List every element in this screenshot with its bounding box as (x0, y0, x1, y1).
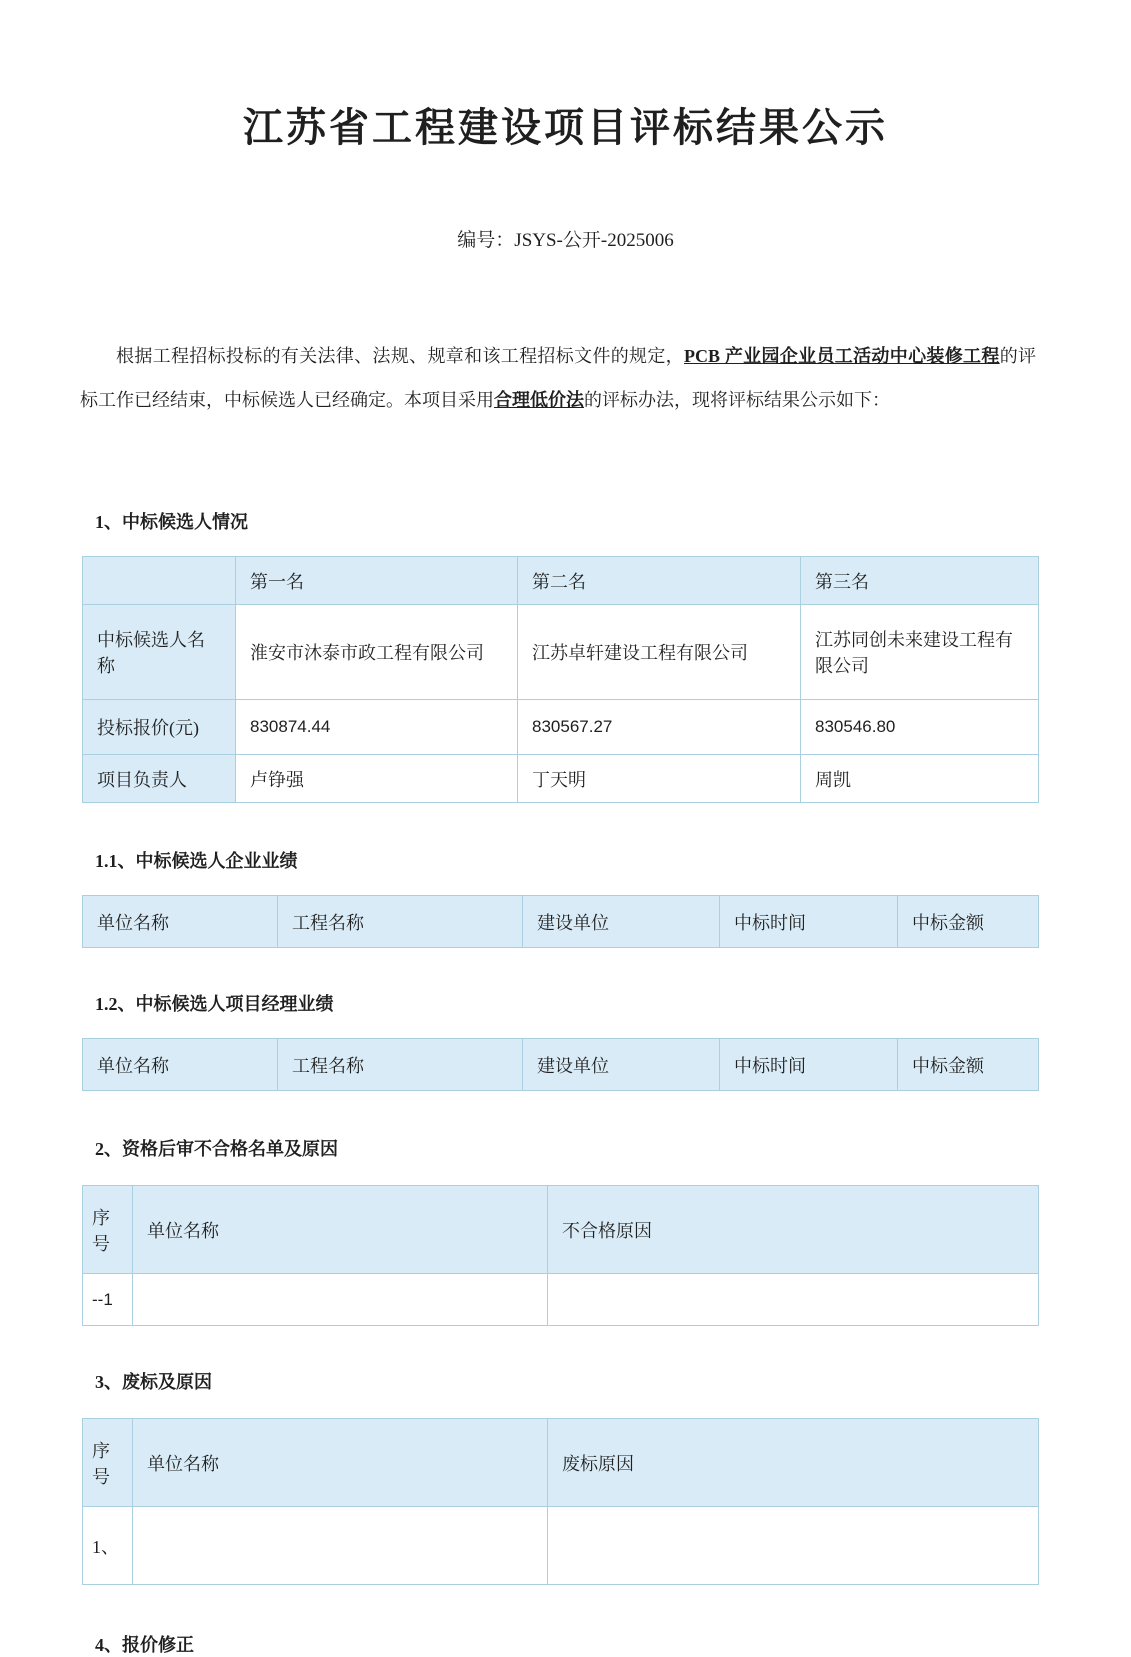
section-2-heading: 2、资格后审不合格名单及原因 (95, 1139, 338, 1159)
col-header-award-time: 中标时间 (720, 1039, 898, 1091)
col-header-award-amount: 中标金额 (898, 896, 1039, 948)
corner-cell (83, 557, 236, 605)
rank-1-header: 第一名 (236, 557, 518, 605)
col-header-unit-name: 单位名称 (83, 1039, 278, 1091)
col-header-unit-name: 单位名称 (133, 1419, 548, 1507)
enterprise-performance-table (82, 895, 1039, 948)
table-header-row (83, 557, 1039, 605)
col-header-construction-unit: 建设单位 (523, 1039, 720, 1091)
page-title: 江苏省工程建设项目评标结果公示 (243, 105, 888, 150)
table-header-row (83, 1039, 1039, 1091)
col-header-project-name: 工程名称 (278, 1039, 523, 1091)
rank-3-header: 第三名 (801, 557, 1039, 605)
col-header-award-amount: 中标金额 (898, 1039, 1039, 1091)
col-header-award-time: 中标时间 (720, 896, 898, 948)
intro-paragraph (80, 334, 1036, 422)
candidate-1-price: 830874.44 (236, 700, 518, 755)
unit-name-cell (133, 1274, 548, 1326)
reason-cell (548, 1274, 1039, 1326)
candidate-1-name: 淮安市沐泰市政工程有限公司 (236, 605, 518, 700)
section-3-heading: 3、废标及原因 (95, 1372, 212, 1392)
table-row (83, 1274, 1039, 1326)
candidate-2-name: 江苏卓轩建设工程有限公司 (518, 605, 801, 700)
section-1-1-heading: 1.1、中标候选人企业业绩 (95, 851, 298, 871)
col-header-unit-name: 单位名称 (83, 896, 278, 948)
col-header-unit-name: 单位名称 (133, 1186, 548, 1274)
intro-text-1: 根据工程招标投标的有关法律、法规、规章和该工程招标文件的规定， (116, 346, 685, 366)
seq-no-cell: --1 (83, 1274, 133, 1326)
unit-name-cell (133, 1507, 548, 1585)
table-header-row (83, 896, 1039, 948)
section-1-heading: 1、中标候选人情况 (95, 512, 248, 532)
candidate-3-manager: 周凯 (801, 755, 1039, 803)
col-header-project-name: 工程名称 (278, 896, 523, 948)
evaluation-method-emphasis: 合理低价法 (494, 390, 584, 410)
row-label-project-manager: 项目负责人 (83, 755, 236, 803)
section-1-2-heading: 1.2、中标候选人项目经理业绩 (95, 994, 334, 1014)
col-header-seq-no: 序号 (83, 1419, 133, 1507)
winning-candidates-table (82, 556, 1039, 803)
table-header-row (83, 1186, 1039, 1274)
row-label-bid-price: 投标报价(元) (83, 700, 236, 755)
candidate-2-price: 830567.27 (518, 700, 801, 755)
reason-cell (548, 1507, 1039, 1585)
intro-text-3: 的评标办法，现将评标结果公示如下： (584, 390, 890, 410)
col-header-unqualified-reason: 不合格原因 (548, 1186, 1039, 1274)
candidate-2-manager: 丁天明 (518, 755, 801, 803)
intro-text-2: 的评标工作已经结束，中标候选人已经确定。本项目采用 (80, 346, 1037, 410)
col-header-rejected-reason: 废标原因 (548, 1419, 1039, 1507)
manager-performance-table (82, 1038, 1039, 1091)
candidate-3-price: 830546.80 (801, 700, 1039, 755)
section-4-heading: 4、报价修正 (95, 1635, 194, 1655)
table-row (83, 755, 1039, 803)
table-row (83, 1507, 1039, 1585)
table-header-row (83, 1419, 1039, 1507)
doc-number: 编号：JSYS-公开-2025006 (457, 230, 674, 251)
rejected-bids-table (82, 1418, 1039, 1585)
seq-no-cell: 1、 (83, 1507, 133, 1585)
table-row (83, 700, 1039, 755)
col-header-construction-unit: 建设单位 (523, 896, 720, 948)
candidate-3-name: 江苏同创未来建设工程有限公司 (801, 605, 1039, 700)
row-label-candidate-name: 中标候选人名称 (83, 605, 236, 700)
table-row (83, 605, 1039, 700)
rank-2-header: 第二名 (518, 557, 801, 605)
unqualified-list-table (82, 1185, 1039, 1326)
project-name-emphasis: PCB 产业园企业员工活动中心装修工程 (684, 346, 1000, 366)
col-header-seq-no: 序号 (83, 1186, 133, 1274)
candidate-1-manager: 卢铮强 (236, 755, 518, 803)
